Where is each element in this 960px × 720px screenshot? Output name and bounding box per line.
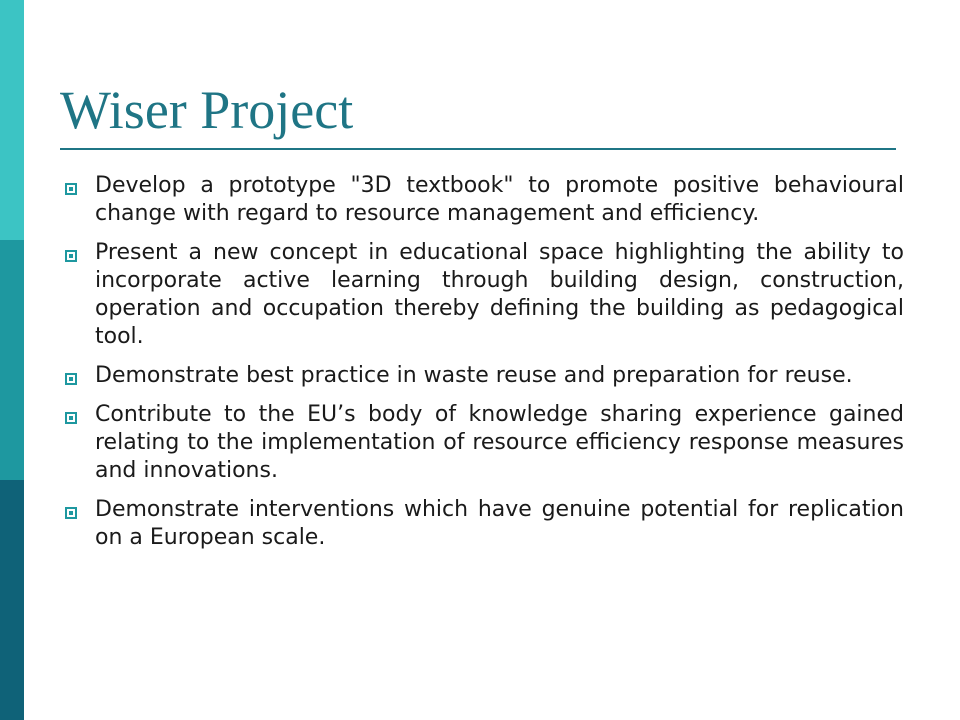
bullet-text: Demonstrate interventions which have genuine potential for replication on a European scale. <box>95 497 904 550</box>
bullet-text: Demonstrate best practice in waste reuse and preparation for reuse. <box>95 363 853 388</box>
title-underline <box>60 148 896 150</box>
bullet-item <box>60 401 904 485</box>
side-band-top <box>0 0 24 240</box>
square-bullet-icon <box>65 412 77 424</box>
square-bullet-icon <box>65 250 77 262</box>
bullet-item <box>60 239 904 351</box>
bullet-text: Develop a prototype "3D textbook" to promote positive behavioural change with regard to resource management and efficiency. <box>95 173 904 226</box>
square-bullet-icon <box>65 183 77 195</box>
slide-title: Wiser Project <box>60 80 354 140</box>
bullet-list <box>60 172 904 563</box>
bullet-item <box>60 362 904 390</box>
square-bullet-icon <box>65 507 77 519</box>
bullet-item <box>60 496 904 552</box>
square-bullet-icon <box>65 373 77 385</box>
side-band-middle <box>0 240 24 480</box>
bullet-text: Present a new concept in educational space highlighting the ability to incorporate active learning through building design, construction, operation and occupation thereby defining the building as pedagogical tool. <box>95 240 904 349</box>
bullet-text: Contribute to the EU’s body of knowledge sharing experience gained relating to the implementation of resource efficiency response measures and innovations. <box>95 402 904 483</box>
side-band-bottom <box>0 480 24 720</box>
bullet-item <box>60 172 904 228</box>
